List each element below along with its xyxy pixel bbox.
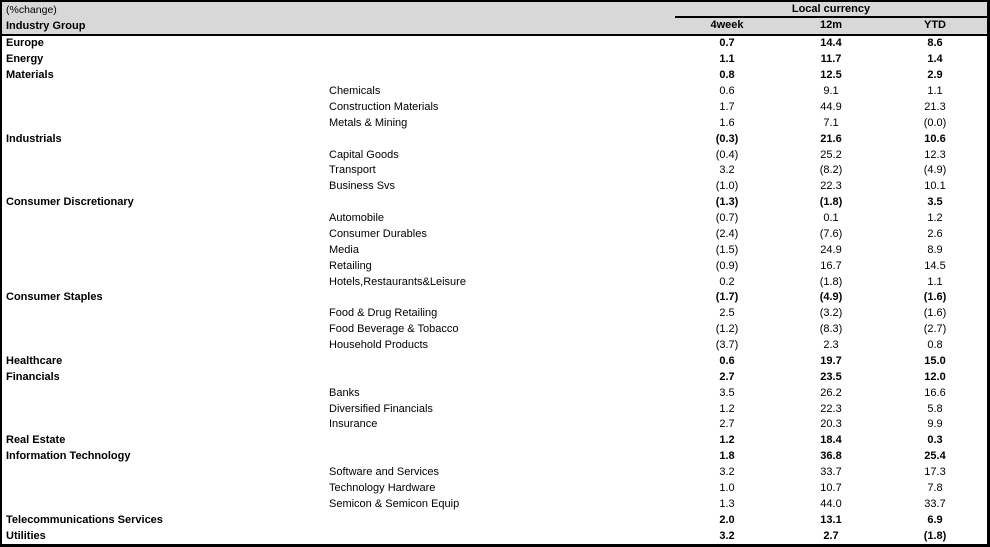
value-ytd: (1.8)	[923, 529, 947, 542]
value-4week: 2.0	[719, 513, 735, 526]
industry-label: Technology Hardware	[329, 482, 436, 494]
value-12m: 13.1	[820, 513, 842, 526]
value-4week: 2.7	[719, 418, 735, 431]
value-12m: 24.9	[820, 243, 842, 256]
table-row	[2, 338, 987, 354]
table-row	[2, 465, 987, 481]
value-ytd: 25.4	[924, 450, 946, 463]
industry-label: Banks	[329, 387, 360, 399]
value-ytd: 6.9	[927, 513, 943, 526]
value-ytd: 33.7	[924, 497, 946, 510]
value-ytd: 5.8	[927, 402, 943, 415]
table-header	[2, 2, 987, 36]
value-4week: 3.2	[719, 164, 735, 177]
industry-label: Construction Materials	[329, 101, 439, 113]
industry-label: Consumer Discretionary	[6, 197, 134, 209]
industry-label: Materials	[6, 70, 54, 82]
industry-label: Media	[329, 244, 359, 256]
value-ytd: (4.9)	[923, 164, 947, 177]
column-header-4week: 4week	[710, 19, 744, 31]
table-row	[2, 131, 987, 147]
value-ytd: (0.0)	[923, 116, 947, 129]
column-header-12m: 12m	[819, 19, 843, 31]
value-12m: 22.3	[820, 180, 842, 193]
table-row	[2, 163, 987, 179]
value-4week: 1.1	[719, 53, 735, 66]
value-4week: 3.2	[719, 466, 735, 479]
value-4week: 1.6	[719, 116, 735, 129]
value-4week: 2.7	[719, 370, 735, 383]
industry-label: Retailing	[329, 260, 372, 272]
table-row	[2, 84, 987, 100]
value-ytd: 2.9	[927, 69, 943, 82]
table-row	[2, 179, 987, 195]
value-4week: 3.2	[719, 529, 735, 542]
value-ytd: 1.1	[927, 275, 943, 288]
industry-label: Semicon & Semicon Equip	[329, 498, 460, 510]
value-12m: 9.1	[823, 85, 839, 98]
value-4week: 0.2	[719, 275, 735, 288]
value-ytd: 12.0	[924, 370, 946, 383]
table-row	[2, 258, 987, 274]
value-12m: (3.2)	[819, 307, 843, 320]
industry-label: Financials	[6, 371, 60, 383]
value-4week: (3.7)	[715, 339, 739, 352]
percent-change-label: (%change)	[6, 4, 57, 16]
value-ytd: 0.3	[927, 434, 943, 447]
value-12m: 44.9	[820, 100, 842, 113]
value-4week: (1.3)	[715, 196, 739, 209]
table-row	[2, 195, 987, 211]
value-ytd: 12.3	[924, 148, 946, 161]
table-row	[2, 242, 987, 258]
value-12m: (1.8)	[819, 196, 843, 209]
value-4week: 0.8	[719, 69, 735, 82]
table-row	[2, 528, 987, 544]
value-ytd: 17.3	[924, 466, 946, 479]
value-ytd: 2.6	[927, 227, 943, 240]
value-4week: 0.7	[719, 37, 735, 50]
table-row	[2, 481, 987, 497]
value-4week: (2.4)	[715, 227, 739, 240]
local-currency-header: Local currency	[675, 2, 987, 18]
industry-label: Europe	[6, 38, 44, 50]
industry-label: Consumer Durables	[329, 228, 427, 240]
value-ytd: 8.9	[927, 243, 943, 256]
industry-label: Diversified Financials	[329, 403, 433, 415]
value-12m: 20.3	[820, 418, 842, 431]
industry-label: Capital Goods	[329, 149, 399, 161]
table-row	[2, 322, 987, 338]
value-ytd: (2.7)	[923, 323, 947, 336]
value-ytd: 9.9	[927, 418, 943, 431]
industry-label: Automobile	[329, 213, 385, 225]
value-12m: 2.3	[823, 339, 839, 352]
value-ytd: 16.6	[924, 386, 946, 399]
value-12m: 44.0	[820, 497, 842, 510]
value-4week: 0.6	[719, 85, 735, 98]
industry-label: Hotels,Restaurants&Leisure	[329, 276, 466, 288]
column-header-ytd: YTD	[924, 19, 946, 31]
value-4week: 1.7	[719, 100, 735, 113]
table-row	[2, 306, 987, 322]
industry-label: Food & Drug Retailing	[329, 308, 438, 320]
table-row	[2, 354, 987, 370]
industry-label: Software and Services	[329, 467, 440, 479]
value-4week: (0.7)	[715, 212, 739, 225]
value-12m: (8.3)	[819, 323, 843, 336]
value-12m: 25.2	[820, 148, 842, 161]
value-ytd: (1.6)	[923, 307, 947, 320]
value-4week: (0.3)	[715, 132, 739, 145]
industry-label: Information Technology	[6, 451, 131, 463]
table-row	[2, 227, 987, 243]
value-12m: 0.1	[823, 212, 839, 225]
value-ytd: 15.0	[924, 354, 946, 367]
value-12m: 14.4	[820, 37, 842, 50]
table-row	[2, 496, 987, 512]
table-row	[2, 401, 987, 417]
value-ytd: 8.6	[927, 37, 943, 50]
industry-label: Telecommunications Services	[6, 514, 163, 526]
value-ytd: (1.6)	[923, 291, 947, 304]
table-row	[2, 115, 987, 131]
value-4week: 1.2	[719, 434, 735, 447]
industry-label: Business Svs	[329, 181, 396, 193]
value-4week: (1.0)	[715, 180, 739, 193]
column-headers	[675, 18, 987, 34]
value-4week: 2.5	[719, 307, 735, 320]
value-12m: 23.5	[820, 370, 842, 383]
value-12m: 7.1	[823, 116, 839, 129]
value-ytd: 1.4	[927, 53, 943, 66]
value-ytd: 7.8	[927, 481, 943, 494]
table-body	[2, 36, 987, 544]
table-row	[2, 417, 987, 433]
value-12m: 11.7	[820, 53, 842, 66]
industry-label: Industrials	[6, 133, 62, 145]
industry-label: Food Beverage & Tobacco	[329, 324, 459, 336]
value-ytd: 1.1	[927, 85, 943, 98]
value-ytd: 0.8	[927, 339, 943, 352]
value-4week: (1.5)	[715, 243, 739, 256]
table-row	[2, 100, 987, 116]
table-header-left	[2, 2, 675, 34]
table-row	[2, 68, 987, 84]
value-12m: 18.4	[820, 434, 842, 447]
table-row	[2, 52, 987, 68]
table-row	[2, 211, 987, 227]
table-row	[2, 385, 987, 401]
industry-label: Real Estate	[6, 435, 66, 447]
value-ytd: 14.5	[924, 259, 946, 272]
value-ytd: 3.5	[927, 196, 943, 209]
value-12m: 26.2	[820, 386, 842, 399]
industry-label: Transport	[329, 165, 376, 177]
value-12m: (4.9)	[819, 291, 843, 304]
industry-label: Consumer Staples	[6, 292, 103, 304]
value-12m: 33.7	[820, 466, 842, 479]
value-12m: (8.2)	[819, 164, 843, 177]
industry-label: Chemicals	[329, 86, 381, 98]
value-ytd: 21.3	[924, 100, 946, 113]
industry-label: Energy	[6, 54, 44, 66]
industry-label: Metals & Mining	[329, 117, 408, 129]
value-4week: (1.2)	[715, 323, 739, 336]
table-header-right	[675, 2, 987, 34]
value-4week: (0.4)	[715, 148, 739, 161]
industry-label: Insurance	[329, 419, 378, 431]
value-12m: 19.7	[820, 354, 842, 367]
value-12m: (7.6)	[819, 227, 843, 240]
value-12m: (1.8)	[819, 275, 843, 288]
industry-label: Healthcare	[6, 355, 63, 367]
industry-label: Household Products	[329, 340, 429, 352]
value-4week: 1.0	[719, 481, 735, 494]
table-row	[2, 433, 987, 449]
table-row	[2, 147, 987, 163]
value-4week: (1.7)	[715, 291, 739, 304]
value-12m: 36.8	[820, 450, 842, 463]
value-12m: 2.7	[823, 529, 839, 542]
table-row	[2, 36, 987, 52]
value-ytd: 10.6	[924, 132, 946, 145]
value-4week: 1.2	[719, 402, 735, 415]
value-12m: 10.7	[820, 481, 842, 494]
industry-group-header: Industry Group	[6, 20, 86, 32]
value-4week: 3.5	[719, 386, 735, 399]
value-ytd: 10.1	[924, 180, 946, 193]
table-row	[2, 369, 987, 385]
table-row	[2, 449, 987, 465]
value-4week: 1.8	[719, 450, 735, 463]
table-row	[2, 290, 987, 306]
value-ytd: 1.2	[927, 212, 943, 225]
value-12m: 12.5	[820, 69, 842, 82]
value-12m: 16.7	[820, 259, 842, 272]
table-row	[2, 512, 987, 528]
value-4week: 0.6	[719, 354, 735, 367]
value-12m: 22.3	[820, 402, 842, 415]
table-row	[2, 274, 987, 290]
value-12m: 21.6	[820, 132, 842, 145]
industry-label: Utilities	[6, 530, 46, 542]
value-4week: 1.3	[719, 497, 735, 510]
value-4week: (0.9)	[715, 259, 739, 272]
